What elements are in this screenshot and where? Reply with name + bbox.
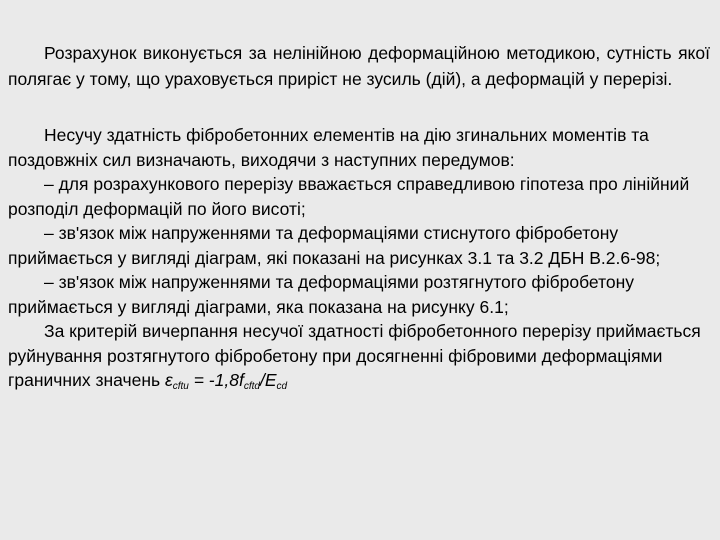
formula-equals: = -1,8 — [188, 370, 239, 390]
assumption-item-1: – для розрахункового перерізу вважається справедливою гіпотеза про лінійний розподіл деформацій по його висоті; — [8, 174, 690, 219]
paragraph-intro-text: Розрахунок виконується за нелінійною деформаційною методикою, сутність якої полягає у тому, що ураховується приріст не зусиль (дій), а деформацій у перерізі. — [8, 43, 710, 89]
formula-sub-cftu: cftu — [172, 381, 189, 392]
formula — [165, 370, 287, 390]
formula-slash: / — [259, 370, 265, 390]
assumption-item-2: – зв'язок між напруженнями та деформаціями стиснутого фібробетону приймається у вигляді діаграм, які показані на рисунках 3.1 та 3.2 ДБН В.2.6-98; — [8, 223, 661, 268]
paragraph-intro — [8, 40, 710, 92]
formula-sub-cd: cd — [276, 381, 288, 392]
assumption-item-3: – зв'язок між напруженнями та деформаціями розтягнутого фібробетону приймається у вигляді діаграми, яка показана на рисунку 6.1; — [8, 272, 635, 317]
criterion-text: За критерій вичерпання несучої здатності фібробетонного перерізу приймається руйнування розтягнутого фібробетону при досягненні фібровими деформаціями граничних значень — [8, 321, 701, 390]
body-text — [8, 123, 710, 400]
formula-E: E — [264, 370, 277, 390]
paragraph-criterion — [8, 319, 710, 400]
formula-sub-cftd: cftd — [243, 381, 260, 392]
paragraph-assumptions: Несучу здатність фібробетонних елементів на дію згинальних моментів та поздовжніх сил визначають, виходячи з наступних передумов: — [8, 125, 649, 170]
formula-epsilon: ε — [165, 370, 173, 390]
formula-f: f — [238, 370, 244, 390]
